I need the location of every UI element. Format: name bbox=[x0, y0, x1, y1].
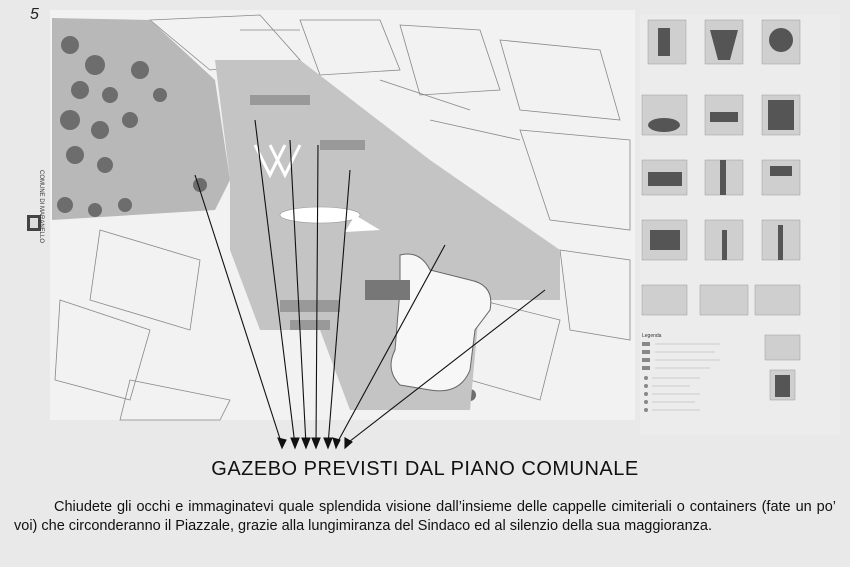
legend-title: Legenda bbox=[642, 333, 662, 339]
body-paragraph: Chiudete gli occhi e immaginatevi quale splendida visione dall’insieme delle cappelle cimiteriali o containers (fate un po’ voi) che circonderanno il Piazzale, grazie alla lungimiranza del Sindaco ed al silenzio della sua maggioranza. bbox=[14, 499, 836, 534]
side-caption-text: COMUNE DI MARANELLO bbox=[38, 170, 44, 244]
side-caption bbox=[20, 40, 44, 244]
page-number: 5 bbox=[30, 6, 39, 23]
furniture-catalog bbox=[640, 15, 840, 435]
body-text bbox=[14, 498, 836, 536]
headline: GAZEBO PREVISTI DAL PIANO COMUNALE bbox=[211, 458, 639, 480]
hedge-block bbox=[365, 280, 410, 300]
